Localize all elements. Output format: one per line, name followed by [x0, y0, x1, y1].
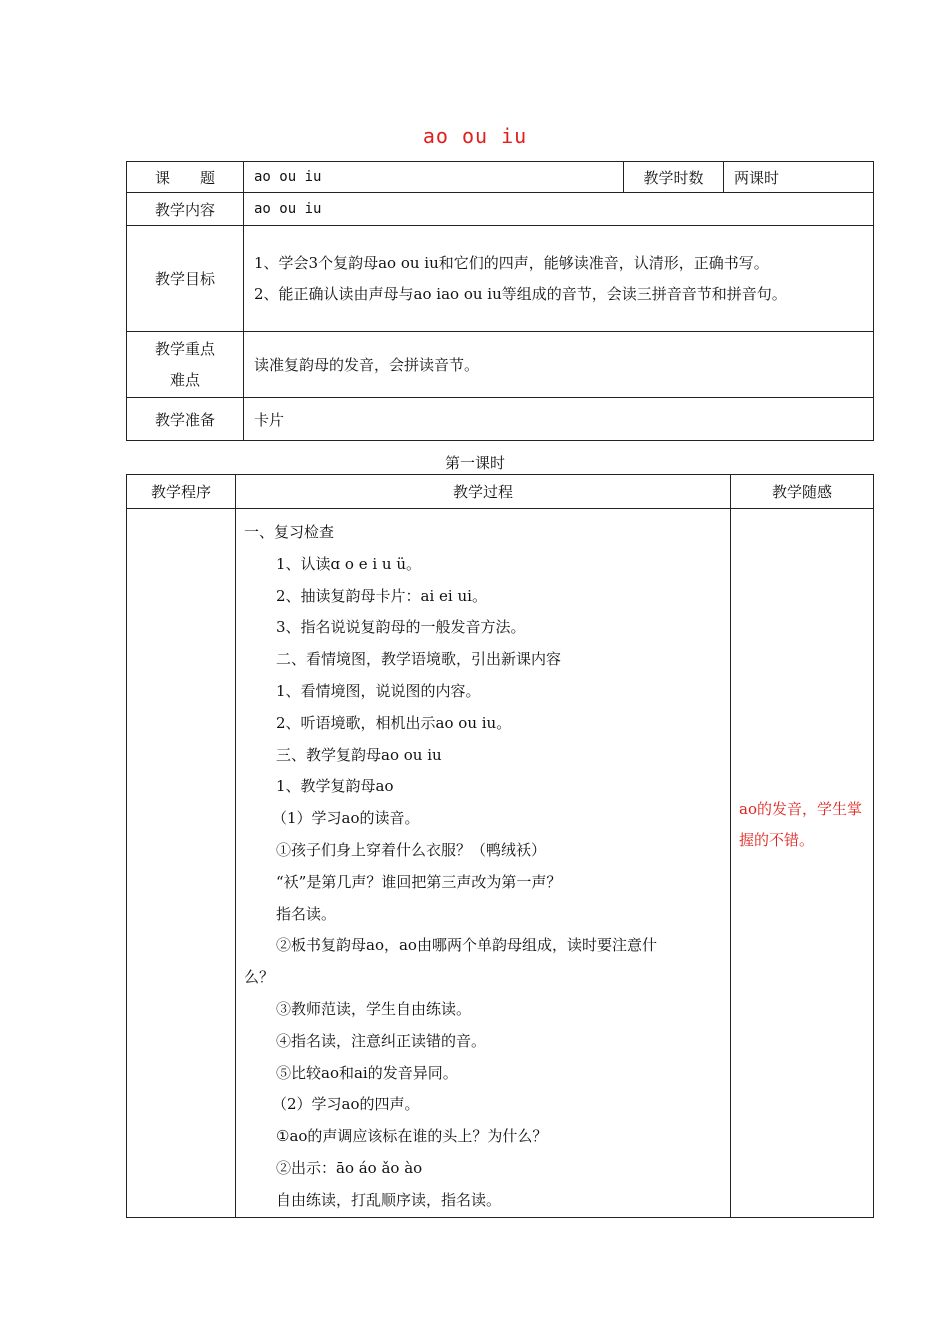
- process-line: “袄”是第几声？谁回把第三声改为第一声？: [276, 872, 562, 891]
- process-line: ②出示：āo áo ǎo ào: [276, 1158, 423, 1177]
- key-points-label-line-1: 教学重点: [154, 339, 215, 358]
- lesson-info-table: [126, 161, 874, 441]
- process-line: 3、指名说说复韵母的一般发音方法。: [276, 618, 526, 637]
- process-line: ①孩子们身上穿着什么衣服？（鸭绒袄）: [276, 840, 547, 859]
- process-line: （1）学习ao的读音。: [272, 809, 420, 828]
- topic-label: 课 题: [127, 162, 244, 193]
- process-line: ③教师范读，学生自由练读。: [276, 999, 472, 1018]
- reflection-cell: [731, 509, 874, 1218]
- process-line: 自由练读，打乱顺序读，指名读。: [276, 1190, 502, 1209]
- reflection-header: 教学随感: [731, 475, 874, 509]
- process-line: 2、听语境歌，相机出示ao ou iu。: [276, 713, 512, 732]
- process-line: 1、认读ɑ o e i u ü。: [276, 554, 422, 573]
- process-header: 教学过程: [236, 475, 731, 509]
- process-cell: [236, 509, 731, 1218]
- key-points-label-line-2: 难点: [169, 370, 200, 389]
- procedure-header: 教学程序: [127, 475, 236, 509]
- process-line: 三、教学复韵母ao ou iu: [276, 745, 442, 764]
- prep-value: 卡片: [244, 398, 874, 441]
- process-line: 指名读。: [276, 904, 337, 923]
- process-line: ④指名读，注意纠正读错的音。: [276, 1031, 487, 1050]
- goal-value: [244, 226, 874, 332]
- process-line: 1、看情境图，说说图的内容。: [276, 681, 481, 700]
- process-line: （2）学习ao的四声。: [272, 1095, 420, 1114]
- goal-item-1: 1、学会3个复韵母ao ou iu和它们的四声，能够读准音，认清形，正确书写。: [254, 253, 769, 272]
- hours-label: 教学时数: [624, 162, 724, 193]
- process-line: 么？: [244, 968, 275, 987]
- process-line: ①ao的声调应该标在谁的头上？为什么？: [276, 1127, 548, 1146]
- content-value: ao ou iu: [244, 193, 874, 226]
- key-points-value: 读准复韵母的发音，会拼读音节。: [244, 332, 874, 398]
- goal-label: 教学目标: [127, 226, 244, 332]
- content-label: 教学内容: [127, 193, 244, 226]
- goal-item-2: 2、能正确认读由声母与ao iao ou iu等组成的音节，会读三拼音音节和拼音句。: [254, 284, 787, 303]
- page-title: ao ou iu: [422, 124, 528, 148]
- process-line: 二、看情境图，教学语境歌，引出新课内容: [276, 650, 562, 669]
- process-line: ②板书复韵母ao，ao由哪两个单韵母组成，读时要注意什: [276, 936, 657, 955]
- procedure-cell: [127, 509, 236, 1218]
- reflection-note: ao的发音，学生掌握的不错。: [739, 800, 862, 849]
- teaching-process-table: [126, 474, 874, 1218]
- prep-label: 教学准备: [127, 398, 244, 441]
- process-line: 一、复习检查: [244, 523, 335, 541]
- hours-value: 两课时: [724, 162, 874, 193]
- lesson-period-title: 第一课时: [444, 454, 505, 472]
- topic-value: ao ou iu: [244, 162, 624, 193]
- process-line: 2、抽读复韵母卡片：ai ei ui。: [276, 586, 487, 605]
- process-line: 1、教学复韵母ao: [276, 777, 394, 796]
- key-points-label: [127, 332, 244, 398]
- process-line: ⑤比较ao和ai的发音异同。: [276, 1063, 458, 1082]
